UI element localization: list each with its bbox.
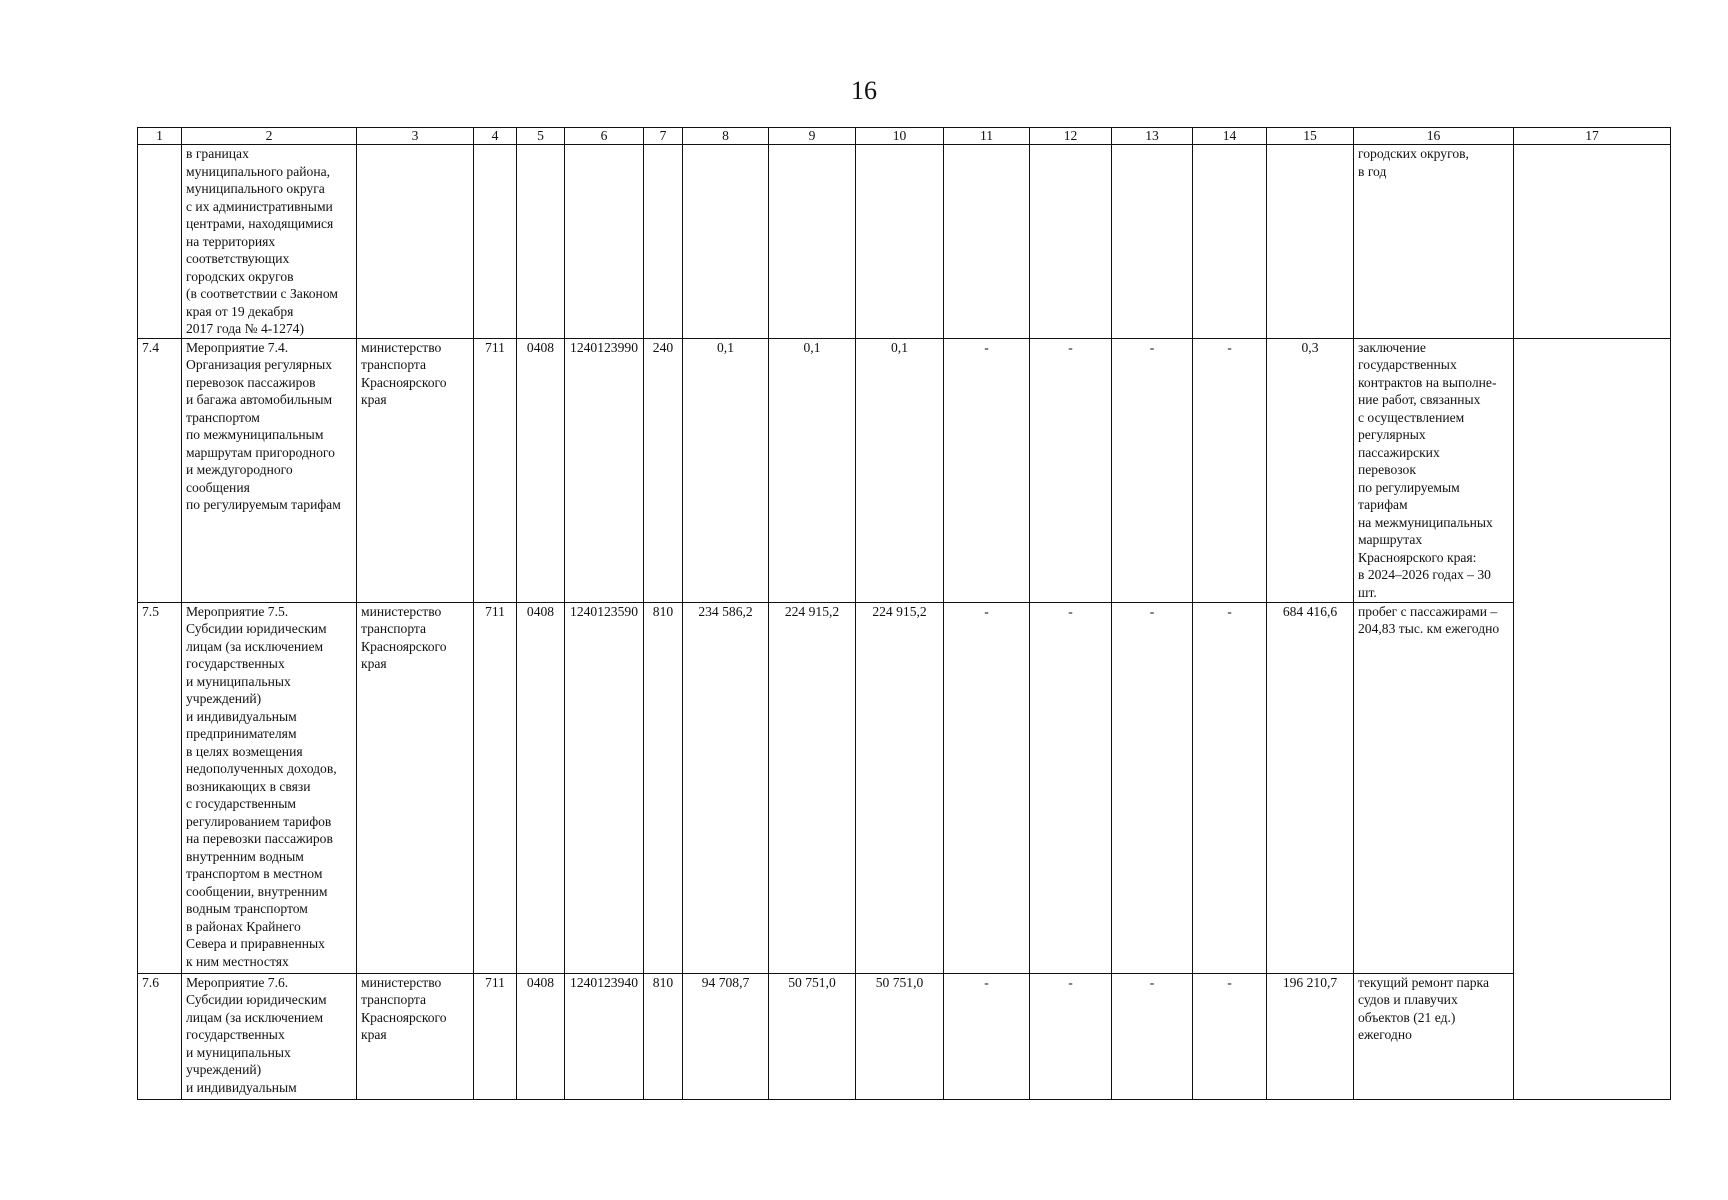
cell-num (138, 145, 182, 339)
cell-2025: 50 751,0 (769, 973, 856, 1099)
column-number: 5 (517, 128, 565, 145)
column-number: 4 (474, 128, 517, 145)
cell-executor: министерство транспорта Красноярского края (357, 973, 474, 1099)
cell-empty (683, 145, 769, 339)
column-number: 2 (182, 128, 357, 145)
cell-notes (1514, 145, 1671, 339)
cell-total: 196 210,7 (1267, 973, 1354, 1099)
cell-2024: 234 586,2 (683, 602, 769, 973)
cell-grbs: 711 (474, 602, 517, 973)
cell-name: в границах муниципального района, муниципального округа с их административными центрами, находящимися на территориях соответствующих городских округов (в соответствии с Законом края от 19 декабря 2017 года № 4-1274) (182, 145, 357, 339)
cell-vr: 810 (644, 973, 683, 1099)
cell-empty (565, 145, 644, 339)
column-number-row (138, 128, 1671, 145)
cell-2024: 0,1 (683, 338, 769, 602)
cell-2026: 0,1 (856, 338, 944, 602)
cell-empty (856, 145, 944, 339)
column-number: 13 (1112, 128, 1193, 145)
column-number: 6 (565, 128, 644, 145)
cell-c12: - (1030, 602, 1112, 973)
cell-total: 0,3 (1267, 338, 1354, 602)
cell-rzpr: 0408 (517, 338, 565, 602)
cell-c11: - (944, 973, 1030, 1099)
cell-c11: - (944, 602, 1030, 973)
table-row (138, 973, 1671, 1099)
cell-num: 7.6 (138, 973, 182, 1099)
cell-c14: - (1193, 602, 1267, 973)
cell-2025: 0,1 (769, 338, 856, 602)
continuation-row (138, 145, 1671, 339)
column-number: 16 (1354, 128, 1514, 145)
column-number: 15 (1267, 128, 1354, 145)
cell-grbs: 711 (474, 338, 517, 602)
cell-empty (1193, 145, 1267, 339)
column-number: 10 (856, 128, 944, 145)
cell-total: 684 416,6 (1267, 602, 1354, 973)
column-number: 17 (1514, 128, 1671, 145)
cell-csr: 1240123590 (565, 602, 644, 973)
cell-c12: - (1030, 973, 1112, 1099)
cell-empty (1030, 145, 1112, 339)
column-number: 12 (1030, 128, 1112, 145)
table-row (138, 602, 1671, 973)
cell-name: Мероприятие 7.5. Субсидии юридическим лицам (за исключением государственных и муниципальных учреждений) и индивидуальным предпринимателям в целях возмещения недополученных доходов, возникающих в связи с государственным регулированием тарифов на перевозки пассажиров внутренним водным транспортом в местном сообщении, внутренним водным транспортом в районах Крайнего Севера и приравненных к ним местностях (182, 602, 357, 973)
cell-csr: 1240123990 (565, 338, 644, 602)
cell-empty (769, 145, 856, 339)
column-number: 11 (944, 128, 1030, 145)
cell-empty (644, 145, 683, 339)
program-activities-table (137, 127, 1671, 1100)
cell-notes (1514, 338, 1671, 1099)
cell-executor (357, 145, 474, 339)
column-number: 3 (357, 128, 474, 145)
cell-name: Мероприятие 7.6. Субсидии юридическим лицам (за исключением государственных и муниципальных учреждений) и индивидуальным (182, 973, 357, 1099)
cell-result: городских округов, в год (1354, 145, 1514, 339)
cell-executor: министерство транспорта Красноярского края (357, 338, 474, 602)
cell-empty (1112, 145, 1193, 339)
cell-csr: 1240123940 (565, 973, 644, 1099)
cell-2026: 50 751,0 (856, 973, 944, 1099)
cell-2025: 224 915,2 (769, 602, 856, 973)
cell-c11: - (944, 338, 1030, 602)
cell-vr: 810 (644, 602, 683, 973)
cell-c13: - (1112, 602, 1193, 973)
cell-rzpr: 0408 (517, 973, 565, 1099)
cell-c14: - (1193, 973, 1267, 1099)
cell-empty (474, 145, 517, 339)
column-number: 7 (644, 128, 683, 145)
cell-empty (517, 145, 565, 339)
cell-c14: - (1193, 338, 1267, 602)
cell-result: текущий ремонт парка судов и плавучих объектов (21 ед.) ежегодно (1354, 973, 1514, 1099)
cell-name: Мероприятие 7.4. Организация регулярных перевозок пассажиров и багажа автомобильным транспортом по межмуниципальным маршрутам пригородного и междугородного сообщения по регулируемым тарифам (182, 338, 357, 602)
column-number: 8 (683, 128, 769, 145)
cell-num: 7.5 (138, 602, 182, 973)
cell-result: пробег с пассажирами – 204,83 тыс. км ежегодно (1354, 602, 1514, 973)
cell-result: заключение государственных контрактов на выполне- ние работ, связанных с осуществлением регулярных пассажирских перевозок по регулируемым тарифам на межмуниципальных маршрутах Красноярского края: в 2024–2026 годах – 30 шт. (1354, 338, 1514, 602)
table-row (138, 338, 1671, 602)
cell-executor: министерство транспорта Красноярского края (357, 602, 474, 973)
cell-c13: - (1112, 338, 1193, 602)
cell-rzpr: 0408 (517, 602, 565, 973)
cell-num: 7.4 (138, 338, 182, 602)
column-number: 9 (769, 128, 856, 145)
page-number: 16 (851, 76, 877, 105)
column-number: 14 (1193, 128, 1267, 145)
cell-2026: 224 915,2 (856, 602, 944, 973)
cell-2024: 94 708,7 (683, 973, 769, 1099)
column-number: 1 (138, 128, 182, 145)
cell-empty (1267, 145, 1354, 339)
cell-grbs: 711 (474, 973, 517, 1099)
cell-c12: - (1030, 338, 1112, 602)
cell-c13: - (1112, 973, 1193, 1099)
cell-vr: 240 (644, 338, 683, 602)
cell-empty (944, 145, 1030, 339)
